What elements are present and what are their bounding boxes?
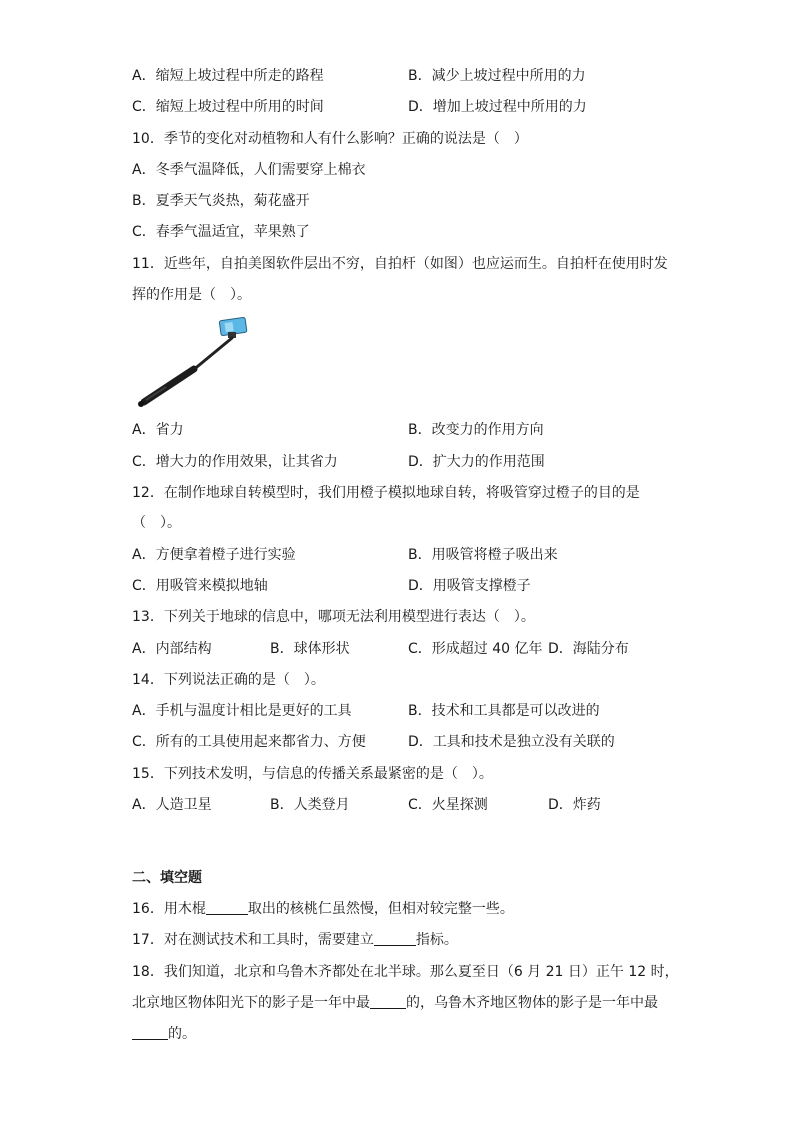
q12-option-b: B．用吸管将橙子吸出来 bbox=[408, 547, 558, 563]
q18-text-after: 的。 bbox=[168, 1026, 196, 1042]
q9-option-d: D．增加上坡过程中所用的力 bbox=[408, 99, 587, 115]
section-title: 二、填空题 bbox=[132, 870, 202, 886]
q15-option-a: A．人造卫星 bbox=[132, 797, 212, 813]
q18-text-middle: 的，乌鲁木齐地区物体的影子是一年中最 bbox=[406, 995, 658, 1011]
q18-blank-1[interactable] bbox=[370, 994, 406, 1009]
q12-option-a: A．方便拿着橙子进行实验 bbox=[132, 547, 296, 563]
q13-option-b: B．球体形状 bbox=[270, 641, 350, 657]
q16-text-before: 16．用木棍 bbox=[132, 901, 206, 917]
q10-option-b: B．夏季天气炎热，菊花盛开 bbox=[132, 193, 310, 209]
q11-option-b: B．改变力的作用方向 bbox=[408, 422, 544, 438]
q14-option-b: B．技术和工具都是可以改进的 bbox=[408, 703, 600, 719]
q16 bbox=[132, 899, 514, 919]
q9-option-a: A．缩短上坡过程中所走的路程 bbox=[132, 68, 324, 84]
q13-stem: 13．下列关于地球的信息中，哪项无法利用模型进行表达（ ）。 bbox=[132, 609, 535, 625]
q10-stem: 10．季节的变化对动植物和人有什么影响？正确的说法是（ ） bbox=[132, 131, 528, 147]
q12-option-c: C．用吸管来模拟地轴 bbox=[132, 578, 268, 594]
q17-text-after: 指标。 bbox=[415, 932, 458, 948]
q16-text-after: 取出的核桃仁虽然慢，但相对较完整一些。 bbox=[247, 901, 514, 917]
q11-option-a: A．省力 bbox=[132, 422, 184, 438]
q14-option-a: A．手机与温度计相比是更好的工具 bbox=[132, 703, 352, 719]
q14-option-c: C．所有的工具使用起来都省力、方便 bbox=[132, 734, 366, 750]
q18-text-before: 北京地区物体阳光下的影子是一年中最 bbox=[132, 995, 370, 1011]
q17-text-before: 17．对在测试技术和工具时，需要建立 bbox=[132, 932, 374, 948]
q12-stem-line1: 12．在制作地球自转模型时，我们用橙子模拟地球自转，将吸管穿过橙子的目的是 bbox=[132, 485, 640, 501]
q18-line3 bbox=[132, 1024, 196, 1044]
q12-stem-line2: （ ）。 bbox=[132, 515, 181, 531]
q15-stem: 15．下列技术发明，与信息的传播关系最紧密的是（ ）。 bbox=[132, 766, 493, 782]
q15-option-b: B．人类登月 bbox=[270, 797, 350, 813]
q9-option-c: C．缩短上坡过程中所用的时间 bbox=[132, 99, 324, 115]
q12-option-d: D．用吸管支撑橙子 bbox=[408, 578, 531, 594]
q17-blank[interactable] bbox=[374, 931, 416, 946]
q16-blank[interactable] bbox=[206, 900, 248, 915]
q11-option-c: C．增大力的作用效果，让其省力 bbox=[132, 454, 338, 470]
q10-option-a: A．冬季气温降低，人们需要穿上棉衣 bbox=[132, 162, 366, 178]
q11-stem-line2: 挥的作用是（ ）。 bbox=[132, 287, 251, 303]
q13-option-c: C．形成超过 40 亿年 bbox=[408, 641, 543, 657]
q11-stem-line1: 11．近些年，自拍美图软件层出不穷，自拍杆（如图）也应运而生。自拍杆在使用时发 bbox=[132, 256, 668, 272]
q14-option-d: D．工具和技术是独立没有关联的 bbox=[408, 734, 615, 750]
q15-option-c: C．火星探测 bbox=[408, 797, 488, 813]
q14-stem: 14．下列说法正确的是（ ）。 bbox=[132, 672, 325, 688]
q17 bbox=[132, 930, 458, 950]
q18-line1: 18．我们知道，北京和乌鲁木齐都处在北半球。那么夏至日（6 月 21 日）正午 12 时， bbox=[132, 964, 679, 980]
q15-option-d: D．炸药 bbox=[548, 797, 601, 813]
q13-option-d: D．海陆分布 bbox=[548, 641, 629, 657]
q10-option-c: C．春季气温适宜，苹果熟了 bbox=[132, 224, 310, 240]
q11-option-d: D．扩大力的作用范围 bbox=[408, 454, 545, 470]
selfie-stick-icon bbox=[132, 316, 252, 410]
q13-option-a: A．内部结构 bbox=[132, 641, 212, 657]
q18-line2 bbox=[132, 993, 658, 1013]
q9-option-b: B．减少上坡过程中所用的力 bbox=[408, 68, 586, 84]
q18-blank-2[interactable] bbox=[132, 1025, 168, 1040]
